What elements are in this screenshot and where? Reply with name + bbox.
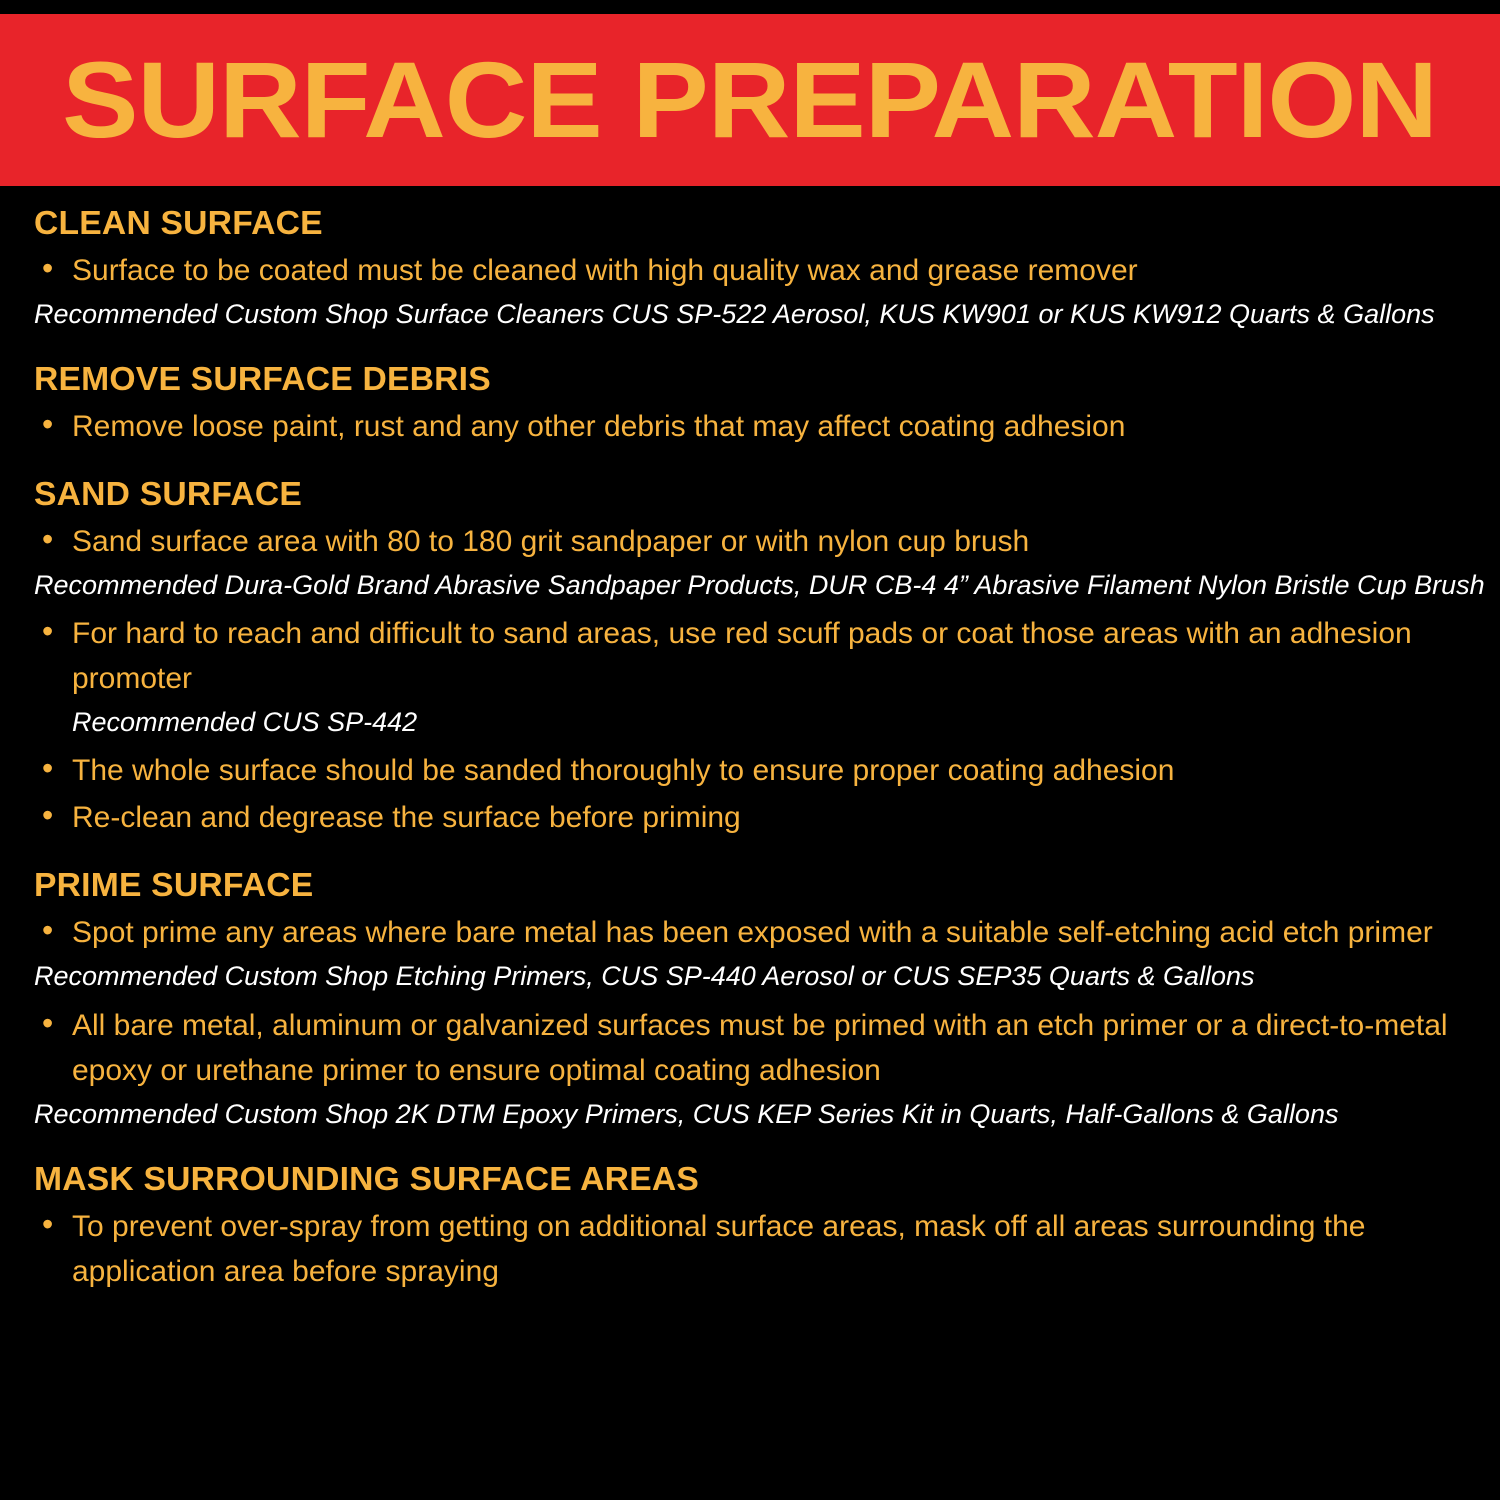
list-item <box>34 1204 1466 1294</box>
bullet-text: • The whole surface should be sanded thoroughly to ensure proper coating adhesion <box>72 754 1175 788</box>
bullet-list <box>34 611 1466 701</box>
recommendation-note: Recommended Dura-Gold Brand Abrasive Sandpaper Products, DUR CB-4 4” Abrasive Filament Nylon Bristle Cup Brush <box>34 570 1485 601</box>
section-prime-surface <box>34 866 1466 1133</box>
bullet-list <box>34 519 1466 564</box>
bullet-text: • Remove loose paint, rust and any other debris that may affect coating adhesion <box>72 410 1126 444</box>
bullet-list <box>34 910 1466 955</box>
section-heading: MASK SURROUNDING SURFACE AREAS <box>34 1159 700 1197</box>
bullet-list <box>34 404 1466 449</box>
section-remove-surface-debris <box>34 360 1466 449</box>
bullet-text: • To prevent over-spray from getting on additional surface areas, mask off all areas surrounding the application area before spraying <box>72 1209 1366 1288</box>
section-sand-surface <box>34 475 1485 840</box>
page-title: SURFACE PREPARATION <box>62 39 1438 160</box>
page-banner <box>0 14 1500 186</box>
section-heading: REMOVE SURFACE DEBRIS <box>34 360 491 398</box>
bullet-list <box>34 748 1466 840</box>
section-clean-surface <box>34 204 1466 334</box>
bullet-text: • Surface to be coated must be cleaned with high quality wax and grease remover <box>72 254 1138 287</box>
recommendation-note: Recommended Custom Shop 2K DTM Epoxy Primers, CUS KEP Series Kit in Quarts, Half-Gallons & Gallons <box>34 1098 1339 1129</box>
list-item <box>34 611 1466 701</box>
bullet-list <box>34 248 1466 293</box>
bullet-text: • All bare metal, aluminum or galvanized surfaces must be primed with an etch primer or a direct-to-metal epoxy or urethane primer to ensure optimal coating adhesion <box>72 1008 1448 1087</box>
list-item <box>34 795 1466 840</box>
recommendation-note: Recommended Custom Shop Etching Primers, CUS SP-440 Aerosol or CUS SEP35 Quarts & Gallons <box>34 961 1255 992</box>
list-item <box>34 519 1466 564</box>
list-item <box>34 404 1466 449</box>
section-heading: PRIME SURFACE <box>34 866 314 904</box>
bullet-list <box>34 1204 1466 1294</box>
instructions-content <box>0 186 1500 1294</box>
section-heading: SAND SURFACE <box>34 475 303 513</box>
recommendation-note: Recommended CUS SP-442 <box>72 707 418 738</box>
list-item <box>34 248 1466 293</box>
list-item <box>34 748 1466 793</box>
bullet-list <box>34 1003 1466 1093</box>
list-item <box>34 1003 1466 1093</box>
section-mask-surrounding-surface-areas <box>34 1160 1466 1294</box>
bullet-text: • Spot prime any areas where bare metal has been exposed with a suitable self-etching acid etch primer <box>72 916 1433 950</box>
recommendation-note: Recommended Custom Shop Surface Cleaners CUS SP-522 Aerosol, KUS KW901 or KUS KW912 Quarts & Gallons <box>34 299 1435 329</box>
bullet-text: • For hard to reach and difficult to sand areas, use red scuff pads or coat those areas with an adhesion promoter <box>72 617 1412 696</box>
section-heading: CLEAN SURFACE <box>34 204 323 241</box>
list-item <box>34 910 1466 955</box>
bullet-text: • Re-clean and degrease the surface before priming <box>72 801 741 835</box>
bullet-text: • Sand surface area with 80 to 180 grit sandpaper or with nylon cup brush <box>72 525 1030 559</box>
